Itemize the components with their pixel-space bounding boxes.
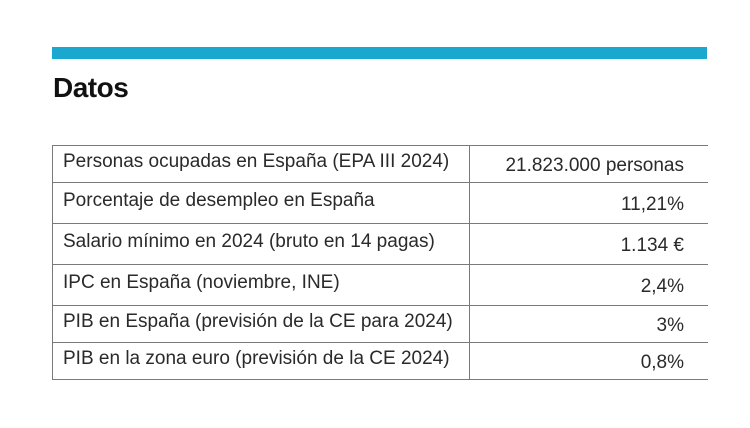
row-value: 21.823.000 personas [470, 146, 709, 183]
page-title: Datos [53, 72, 129, 103]
row-label: Porcentaje de desempleo en España [53, 183, 470, 224]
table-row [53, 183, 709, 224]
row-value: 2,4% [470, 265, 709, 306]
table-row [53, 265, 709, 306]
row-label: PIB en España (previsión de la CE para 2024) [53, 306, 470, 343]
row-value: 3% [470, 306, 709, 343]
row-value: 1.134 € [470, 224, 709, 265]
data-table [52, 145, 708, 380]
table-row [53, 306, 709, 343]
row-label: IPC en España (noviembre, INE) [53, 265, 470, 306]
row-value: 11,21% [470, 183, 709, 224]
accent-bar [52, 47, 707, 59]
row-label: Salario mínimo en 2024 (bruto en 14 pagas) [53, 224, 470, 265]
table-row [53, 343, 709, 380]
row-value: 0,8% [470, 343, 709, 380]
row-label: PIB en la zona euro (previsión de la CE 2024) [53, 343, 470, 380]
table-row [53, 224, 709, 265]
row-label: Personas ocupadas en España (EPA III 2024) [53, 146, 470, 183]
table-row [53, 146, 709, 183]
